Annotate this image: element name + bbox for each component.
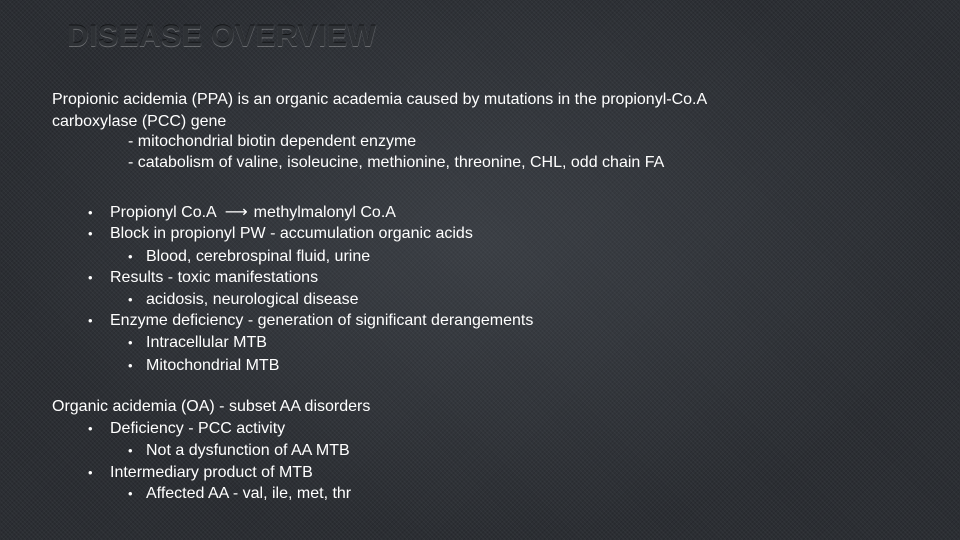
bullet-icon: • [128,249,133,264]
point-1 [110,203,396,223]
oa-heading: Organic acidemia (OA) - subset AA disorders [52,398,371,415]
oa-point-2: Intermediary product of MTB [110,464,313,481]
point-3: Results - toxic manifestations [110,269,319,286]
oa-point-1: Deficiency - PCC activity [110,420,286,437]
bullet-icon: • [128,443,133,458]
arrow-right-icon: ⟶ [224,204,248,221]
intro-sub-1: - mitochondrial biotin dependent enzyme [128,133,417,150]
bullet-icon: • [88,421,93,436]
intro-sub-2: - catabolism of valine, isoleucine, methionine, threonine, CHL, odd chain FA [128,154,665,171]
bullet-icon: • [128,358,133,373]
intro-line-2: carboxylase (PCC) gene [52,113,227,130]
point-3-sub: acidosis, neurological disease [146,291,359,308]
point-2: Block in propionyl PW - accumulation organic acids [110,225,473,242]
point-4-sub-1: Intracellular MTB [146,334,267,351]
bullet-icon: • [88,205,93,220]
bullet-icon: • [88,313,93,328]
point-1-right: methylmalonyl Co.A [253,204,396,221]
point-4: Enzyme deficiency - generation of significant derangements [110,312,534,329]
point-2-sub: Blood, cerebrospinal fluid, urine [146,248,371,265]
point-1-left: Propionyl Co.A [110,204,217,221]
bullet-icon: • [128,335,133,350]
bullet-icon: • [128,486,133,501]
oa-point-2-sub: Affected AA - val, ile, met, thr [146,485,352,502]
point-4-sub-2: Mitochondrial MTB [146,357,280,374]
bullet-icon: • [88,465,93,480]
bullet-icon: • [88,270,93,285]
bullet-icon: • [88,226,93,241]
oa-point-1-sub: Not a dysfunction of AA MTB [146,442,350,459]
slide-title: DISEASE OVERVIEW [67,20,377,53]
bullet-icon: • [128,292,133,307]
intro-line-1: Propionic acidemia (PPA) is an organic academia caused by mutations in the propionyl-Co.A [52,91,708,108]
